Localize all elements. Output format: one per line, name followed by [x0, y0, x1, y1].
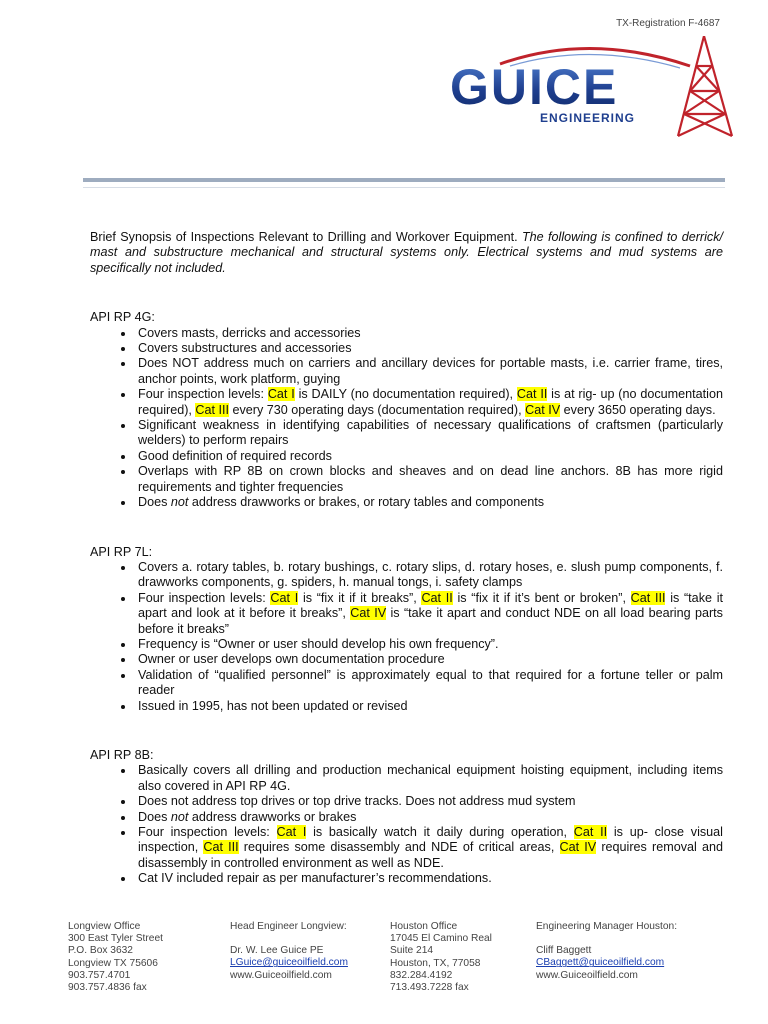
text-segment: Basically covers all drilling and production mechanical equipment hoisting equipment, including items also covered in API RP 4G. [138, 763, 723, 793]
footer-line: 17045 El Camino Real [390, 933, 492, 945]
text-segment: Covers substructures and accessories [138, 341, 352, 356]
website-text: www.Guiceoilfield.com [230, 969, 332, 981]
footer-title: Engineering Manager Houston: [536, 921, 678, 932]
category-highlight: Cat II [573, 825, 608, 839]
text-segment: Validation of “qualified personnel” is approximately equal to that required for a fortune teller or palm reader [138, 667, 723, 698]
category-highlight: Cat III [203, 840, 239, 855]
footer-houston-office [390, 921, 492, 994]
guice-engineering-logo [440, 36, 750, 146]
intro-italic: The following is confined to derrick/ mast and substructure mechanical and structural systems only. Electrical systems and mud systems are specifically not included. [90, 230, 723, 275]
section-title: API RP 8B: [90, 747, 154, 762]
category-highlight: Cat IV [350, 606, 387, 621]
list-item [135, 794, 723, 809]
list-item [135, 668, 723, 699]
text-segment: Frequency is “Owner or user should develop his own frequency”. [138, 636, 499, 651]
text-segment: is “take it apart and conduct NDE on all load bearing parts before it breaks” [138, 606, 723, 636]
text-segment: not [170, 809, 189, 824]
list-item [135, 591, 723, 637]
text-segment: is “fix it if it breaks”, [298, 590, 422, 605]
footer-longview-office [68, 921, 163, 994]
footer-line: 713.493.7228 fax [390, 982, 469, 994]
category-highlight: Cat I [270, 590, 299, 605]
text-segment: Does [138, 495, 171, 510]
footer-title: Head Engineer Longview: [230, 921, 347, 932]
category-highlight: Cat III [630, 590, 666, 605]
list-item [135, 810, 723, 825]
list-item [135, 341, 723, 356]
footer-line: P.O. Box 3632 [68, 945, 133, 957]
email-link[interactable]: CBaggett@guiceoilfield.com [536, 957, 665, 969]
registration-number: TX-Registration F-4687 [616, 18, 720, 29]
text-segment: Does NOT address much on carriers and ancillary devices for portable masts, i.e. carrier frame, tires, anchor points, work platform, guying [138, 356, 723, 386]
footer-line: Houston, TX, 77058 [390, 957, 481, 969]
footer-line: Suite 214 [390, 945, 434, 957]
footer-head-engineer [230, 921, 348, 982]
text-segment: Good definition of required records [138, 448, 332, 463]
footer-line: 903.757.4701 [68, 969, 131, 981]
text-segment: requires removal and disassembly in controlled environment as well as NDE. [138, 840, 723, 870]
website-text: www.Guiceoilfield.com [536, 969, 638, 981]
text-segment: Owner or user develops own documentation procedure [138, 652, 445, 667]
text-segment: is up- close visual inspection, [138, 825, 723, 855]
text-segment: Significant weakness in identifying capabilities of necessary qualifications of craftsmen (particularly welders) to perform repairs [138, 418, 723, 448]
list-item [135, 652, 723, 667]
list-item [135, 326, 723, 341]
footer-engineering-manager [536, 921, 677, 982]
footer-line: Longview TX 75606 [68, 957, 158, 969]
list-item [135, 825, 723, 871]
text-segment: is “take it apart and look at it before it breaks”, [138, 590, 723, 621]
list-item [135, 560, 723, 591]
category-highlight: Cat II [421, 590, 453, 605]
list-item [135, 464, 723, 495]
bullet-list [90, 326, 723, 511]
text-segment: Does not address top drives or top drive tracks. Does not address mud system [138, 794, 576, 809]
footer-name: Cliff Baggett [536, 945, 592, 957]
text-segment: is DAILY (no documentation required), [294, 387, 517, 402]
svg-text:ENGINEERING: ENGINEERING [540, 111, 636, 125]
email-link[interactable]: LGuice@guiceoilfield.com [230, 957, 348, 969]
text-segment: address drawworks or brakes, or rotary tables and components [188, 495, 545, 510]
text-segment: requires some disassembly and NDE of critical areas, [238, 840, 560, 855]
sections-container [90, 310, 723, 886]
category-highlight: Cat I [276, 825, 307, 839]
text-segment: is “fix it if it’s bent or broken”, [452, 590, 631, 605]
document-body [90, 230, 723, 921]
footer-name: Dr. W. Lee Guice PE [230, 945, 324, 957]
text-segment: every 730 operating days (documentation required), [229, 402, 526, 417]
text-segment: Four inspection levels: [138, 825, 277, 839]
bullet-list [90, 560, 723, 714]
list-item [135, 449, 723, 464]
text-segment: Overlaps with RP 8B on crown blocks and sheaves and on dead line anchors. 8B has more rigid requirements and tighter frequencies [138, 464, 723, 494]
list-item [135, 763, 723, 794]
header-divider-shadow [83, 187, 725, 188]
section-title: API RP 4G: [90, 310, 155, 325]
footer-line: 903.757.4836 fax [68, 982, 147, 994]
category-highlight: Cat IV [559, 840, 597, 855]
category-highlight: Cat II [516, 387, 548, 402]
list-item [135, 387, 723, 418]
text-segment: Four inspection levels: [138, 590, 271, 605]
intro-plain: Brief Synopsis of Inspections Relevant to Drilling and Workover Equipment. [90, 230, 522, 244]
text-segment: Cat IV included repair as per manufacturer’s recommendations. [138, 871, 492, 886]
text-segment: every 3650 operating days. [560, 402, 716, 417]
list-item [135, 418, 723, 449]
svg-text:GUICE: GUICE [450, 59, 619, 115]
bullet-list [90, 763, 723, 886]
text-segment: not [170, 495, 189, 510]
text-segment: Covers a. rotary tables, b. rotary bushings, c. rotary slips, d. rotary hoses, e. slush pump components, f. drawworks components, g. spiders, h. manual tongs, i. safety clamps [138, 559, 723, 590]
text-segment: Four inspection levels: [138, 387, 268, 402]
list-item [135, 495, 723, 510]
category-highlight: Cat III [195, 402, 229, 417]
footer-title: Longview Office [68, 921, 141, 932]
text-segment: Does [138, 809, 171, 824]
text-segment: Covers masts, derricks and accessories [138, 325, 361, 340]
footer-title: Houston Office [390, 921, 458, 932]
category-highlight: Cat IV [525, 402, 561, 417]
header-divider [83, 178, 725, 182]
intro-paragraph [90, 230, 723, 276]
footer-line: 832.284.4192 [390, 969, 453, 981]
text-segment: Issued in 1995, has not been updated or revised [138, 698, 408, 713]
text-segment: is at rig- up (no documentation required), [138, 387, 723, 417]
text-segment: address drawworks or brakes [188, 809, 357, 824]
list-item [135, 356, 723, 387]
section-title: API RP 7L: [90, 544, 153, 559]
list-item [135, 871, 723, 886]
footer-line: 300 East Tyler Street [68, 933, 163, 945]
list-item [135, 637, 723, 652]
list-item [135, 699, 723, 714]
text-segment: is basically watch it daily during operation, [306, 825, 574, 839]
category-highlight: Cat I [267, 387, 295, 402]
